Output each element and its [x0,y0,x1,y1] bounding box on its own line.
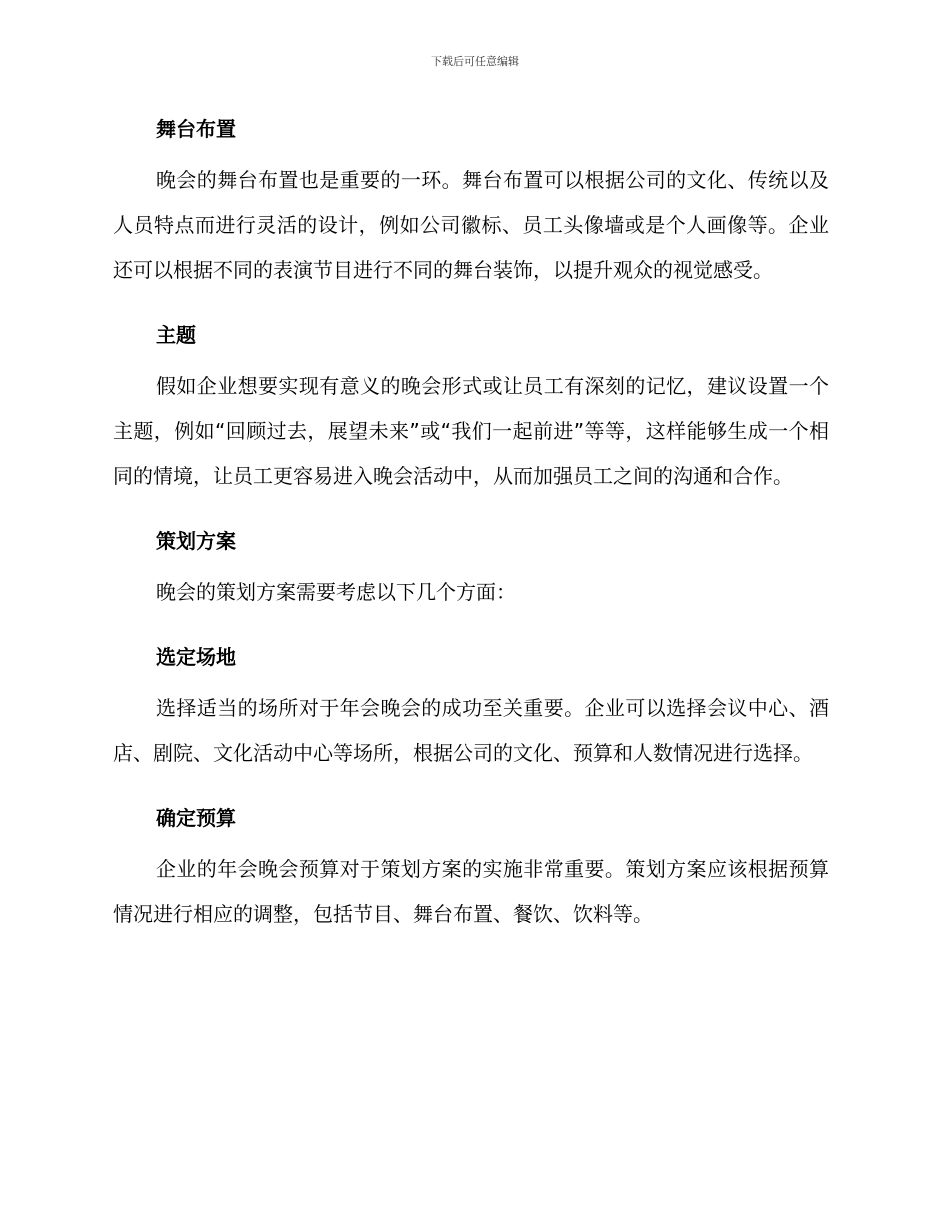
section-paragraph-planning: 晚会的策划方案需要考虑以下几个方面： [156,580,516,604]
section-heading-stage-setup: 舞台布置 [156,117,236,141]
section-paragraph-venue: 选择适当的场所对于年会晚会的成功至关重要。企业可以选择会议中心、酒店、剧院、文化活动中心等场所，根据公司的文化、预算和人数情况进行选择。 [113,696,829,765]
section-heading-budget: 确定预算 [156,806,236,830]
document-body [113,112,829,937]
header-note: 下载后可任意编辑 [431,55,519,68]
section-paragraph-theme: 假如企业想要实现有意义的晚会形式或让员工有深刻的记忆，建议设置一个主题，例如“回顾过去，展望未来”或“我们一起前进”等等，这样能够生成一个相同的情境，让员工更容易进入晚会活动中，从而加强员工之间的沟通和合作。 [113,374,829,488]
section-paragraph-budget: 企业的年会晚会预算对于策划方案的实施非常重要。策划方案应该根据预算情况进行相应的调整，包括节目、舞台布置、餐饮、饮料等。 [113,857,829,926]
section-paragraph-stage-setup: 晚会的舞台布置也是重要的一环。舞台布置可以根据公司的文化、传统以及人员特点而进行灵活的设计，例如公司徽标、员工头像墙或是个人画像等。企业还可以根据不同的表演节目进行不同的舞台装饰，以提升观众的视觉感受。 [113,168,829,282]
section-heading-planning: 策划方案 [156,529,236,553]
section-heading-theme: 主题 [156,323,196,347]
section-heading-venue: 选定场地 [156,645,236,669]
